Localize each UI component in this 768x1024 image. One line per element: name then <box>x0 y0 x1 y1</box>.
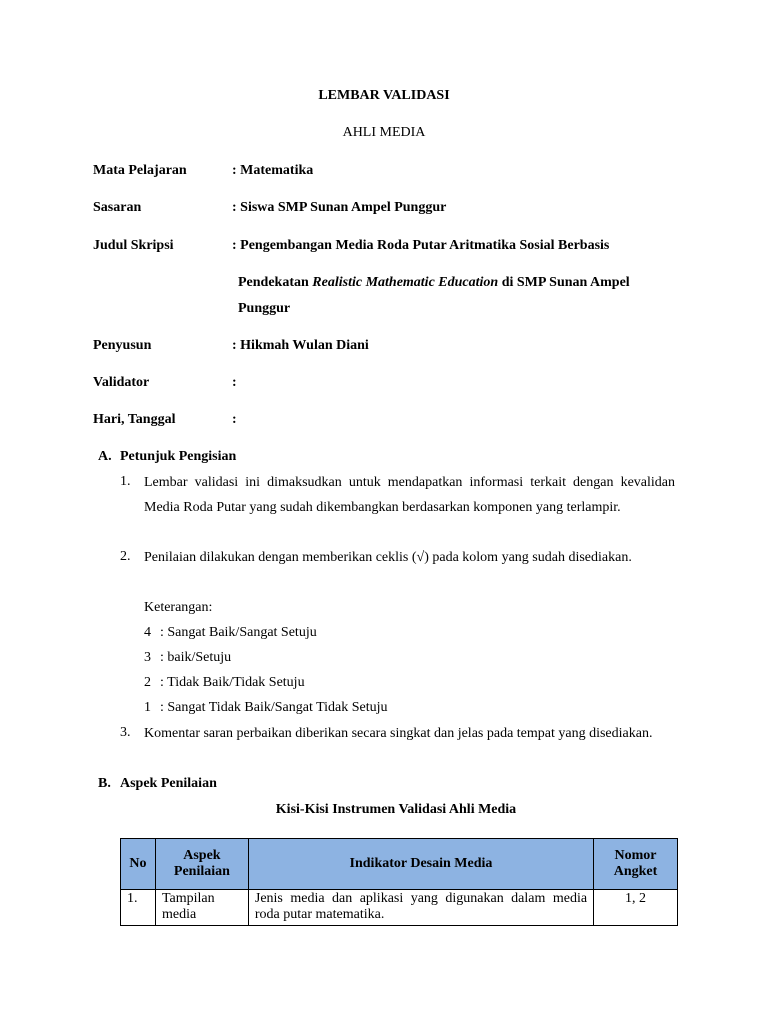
keterangan-row <box>144 700 388 716</box>
field-label-sasaran: Sasaran <box>93 200 142 215</box>
keterangan-row <box>144 625 317 641</box>
keterangan-key: 3 <box>144 650 151 665</box>
keterangan-key: 2 <box>144 675 151 690</box>
judul-continuation <box>238 270 678 322</box>
judul-continuation-italic: Realistic Mathematic Education <box>312 275 499 290</box>
field-label-penyusun: Penyusun <box>93 338 152 353</box>
field-value-penyusun: : Hikmah Wulan Diani <box>232 338 369 353</box>
keterangan-row <box>144 675 305 691</box>
list-item-text: Lembar validasi ini dimaksudkan untuk mendapatkan informasi terkait dengan kevalidan Media Roda Putar yang sudah dikembangkan berdasarkan komponen yang terlampir. <box>144 475 675 515</box>
section-a-letter: A. <box>98 449 112 464</box>
field-value-sasaran: : Siswa SMP Sunan Ampel Punggur <box>232 200 447 215</box>
cell-nomor: 1, 2 <box>594 890 678 926</box>
header-aspek-penilaian: Aspek Penilaian <box>155 839 248 890</box>
table-header-row <box>121 839 678 890</box>
field-label-validator: Validator <box>93 375 150 390</box>
cell-aspek: Tampilan media <box>155 890 248 926</box>
list-item <box>120 545 675 570</box>
field-label-hari-tanggal: Hari, Tanggal <box>93 412 176 427</box>
header-nomor-angket: Nomor Angket <box>594 839 678 890</box>
list-item-number: 1. <box>120 474 131 489</box>
cell-indikator: Jenis media dan aplikasi yang digunakan dalam media roda putar matematika. <box>248 890 593 926</box>
list-item-text: Komentar saran perbaikan diberikan secara singkat dan jelas pada tempat yang disediakan. <box>144 726 653 741</box>
field-value-validator: : <box>232 375 237 390</box>
field-label-judul-skripsi: Judul Skripsi <box>93 238 174 253</box>
header-indikator: Indikator Desain Media <box>248 839 593 890</box>
header-no: No <box>121 839 156 890</box>
section-a-heading <box>98 449 236 465</box>
keterangan-key: 4 <box>144 625 151 640</box>
list-item-number: 2. <box>120 549 131 564</box>
judul-continuation-after: di SMP Sunan Ampel Punggur <box>238 275 630 316</box>
cell-no: 1. <box>121 890 156 926</box>
table-row <box>121 890 678 926</box>
table-title: Kisi-Kisi Instrumen Validasi Ahli Media <box>275 802 517 817</box>
keterangan-key: 1 <box>144 700 151 715</box>
list-item <box>120 470 675 520</box>
keterangan-value: : Tidak Baik/Tidak Setuju <box>160 675 305 690</box>
document-title: LEMBAR VALIDASI <box>318 88 450 103</box>
judul-continuation-before: Pendekatan <box>238 275 313 290</box>
field-value-hari-tanggal: : <box>232 412 237 427</box>
section-b-heading <box>98 776 217 792</box>
section-b-title: Aspek Penilaian <box>120 776 217 791</box>
kisi-kisi-table <box>120 838 678 926</box>
field-value-mata-pelajaran: : Matematika <box>232 163 314 178</box>
list-item-number: 3. <box>120 725 131 740</box>
keterangan-value: : baik/Setuju <box>160 650 232 665</box>
keterangan-row <box>144 650 231 666</box>
keterangan-label: Keterangan: <box>144 600 213 615</box>
keterangan-value: : Sangat Baik/Sangat Setuju <box>160 625 317 640</box>
section-a-title: Petunjuk Pengisian <box>120 449 237 464</box>
list-item <box>120 721 675 746</box>
list-item-text: Penilaian dilakukan dengan memberikan ceklis (√) pada kolom yang sudah disediakan. <box>144 550 632 565</box>
section-b-letter: B. <box>98 776 111 791</box>
document-subtitle: AHLI MEDIA <box>342 125 426 140</box>
field-label-mata-pelajaran: Mata Pelajaran <box>93 163 187 178</box>
field-value-judul-skripsi: : Pengembangan Media Roda Putar Aritmatika Sosial Berbasis <box>232 238 610 253</box>
keterangan-value: : Sangat Tidak Baik/Sangat Tidak Setuju <box>160 700 388 715</box>
